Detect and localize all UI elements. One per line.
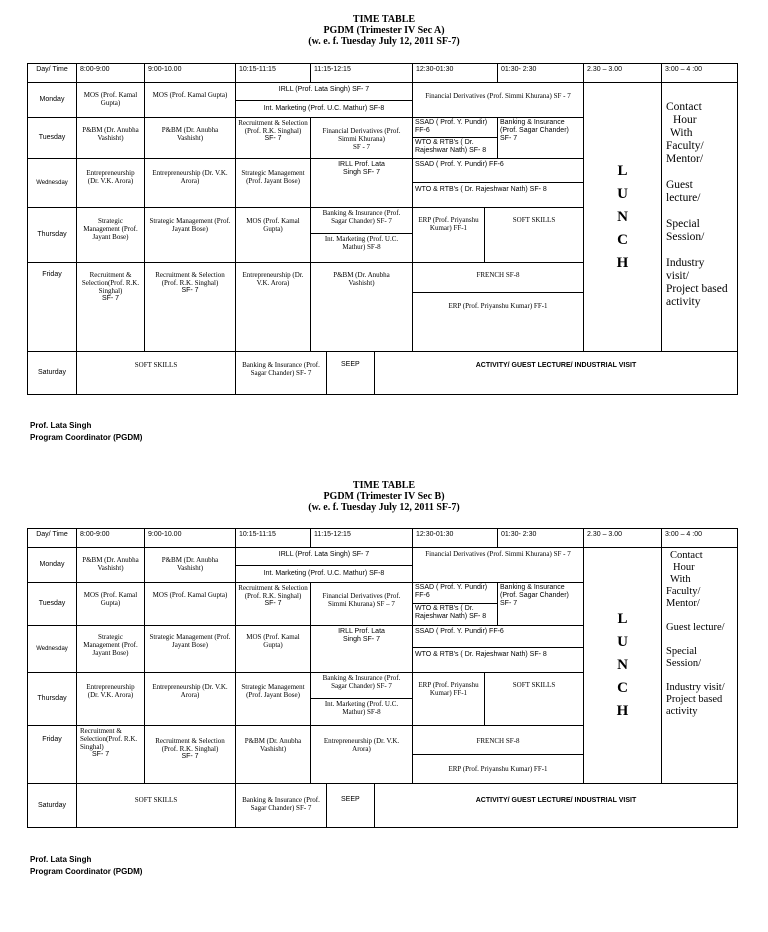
activity-line: [666, 670, 734, 682]
activity-line: Contact: [666, 101, 702, 113]
class-cell-thursday-6: SOFT SKILLS: [485, 208, 584, 263]
activity-line: Project based: [666, 694, 723, 705]
class-name: Recruitment & Selection (Prof. R.K. Singhal): [238, 119, 308, 135]
class-cell-saturday-3: Banking & Insurance (Prof. Sagar Chander) SF- 7: [236, 352, 327, 395]
activity-line: [666, 205, 734, 218]
class-name: Financial Derivatives (Prof. Simmi Khurana) SF – 7: [322, 592, 401, 608]
class-cell-monday-5-6: Financial Derivatives (Prof. Simmi Khurana) SF - 7: [413, 83, 584, 118]
class-cell-tuesday-5-a: SSAD ( Prof. Y. Pundir) FF-6: [413, 583, 498, 604]
activity-line: Special: [666, 646, 697, 657]
class-cell-saturday-4: SEEP: [327, 784, 375, 828]
timetable-section-a: [0, 14, 768, 47]
class-cell-thursday-1: Entrepreneurship (Dr. V.K. Arora): [77, 673, 145, 726]
class-cell-friday-2: [145, 726, 236, 784]
header-slot: 10:15-11:15: [236, 529, 311, 548]
signature-block-b: [30, 854, 142, 878]
header-slot: 2.30 – 3.00: [584, 529, 662, 548]
day-label-thursday: Thursday: [28, 673, 77, 726]
activity-line: Project based: [666, 283, 728, 295]
room-label: SF- 7: [264, 135, 282, 142]
activity-line: activity: [666, 296, 701, 308]
header-slot: 3:00 – 4 :00: [662, 529, 738, 548]
activity-line: Industry: [666, 257, 705, 269]
class-cell-monday-3-4-b: Int. Marketing (Prof. U.C. Mathur) SF-8: [236, 101, 413, 118]
activity-line: [666, 634, 734, 646]
day-label-tuesday: Tuesday: [28, 118, 77, 159]
header-slot: 8:00-9:00: [77, 64, 145, 83]
class-cell-friday-5-6-a: FRENCH SF-8: [413, 263, 584, 293]
class-cell-friday-3: P&BM (Dr. Anubha Vashisht): [236, 726, 311, 784]
header-slot: 3:00 – 4 :00: [662, 64, 738, 83]
class-cell-monday-2: MOS (Prof. Kamal Gupta): [145, 83, 236, 118]
class-cell-friday-3: Entrepreneurship (Dr. V.K. Arora): [236, 263, 311, 352]
header-slot: 12:30-01:30: [413, 529, 498, 548]
class-cell-tuesday-3: [236, 118, 311, 159]
activity-line: [666, 166, 734, 179]
class-cell-thursday-2: Strategic Management (Prof. Jayant Bose): [145, 208, 236, 263]
signature-block-a: [30, 420, 142, 444]
class-cell-thursday-6: SOFT SKILLS: [485, 673, 584, 726]
class-cell-wednesday-5-6-b: WTO & RTB's ( Dr. Rajeshwar Nath) SF- 8: [413, 183, 584, 208]
section-effective-date: (w. e. f. Tuesday July 12, 2011 SF-7): [308, 502, 460, 513]
class-cell-friday-5-6-b: ERP (Prof. Priyanshu Kumar) FF-1: [413, 755, 584, 784]
class-cell-thursday-4-a: Banking & Insurance (Prof. Sagar Chander) SF- 7: [311, 673, 413, 699]
class-cell-tuesday-2: P&BM (Dr. Anubha Vashisht): [145, 118, 236, 159]
lunch-letter: U: [617, 185, 628, 202]
class-name: Recruitment & Selection(Prof. R.K. Singhal): [80, 727, 138, 751]
day-label-monday: Monday: [28, 548, 77, 583]
class-cell-monday-5-6: Financial Derivatives (Prof. Simmi Khurana) SF - 7: [413, 548, 584, 583]
day-label-friday: Friday: [28, 726, 77, 784]
class-cell-thursday-4-a: Banking & Insurance (Prof. Sagar Chander) SF- 7: [311, 208, 413, 234]
activity-line: Faculty/: [666, 586, 701, 597]
room-label: SF - 7: [352, 143, 371, 151]
coordinator-name: Prof. Lata Singh: [30, 855, 92, 864]
class-cell-saturday-1-2: SOFT SKILLS: [77, 784, 236, 828]
activity-line: Guest lecture/: [666, 622, 725, 633]
class-cell-tuesday-1: P&BM (Dr. Anubha Vashisht): [77, 118, 145, 159]
section-title: TIME TABLE: [352, 14, 416, 25]
lunch-letter: N: [617, 208, 628, 225]
class-cell-saturday-rest: ACTIVITY/ GUEST LECTURE/ INDUSTRIAL VISIT: [375, 784, 738, 828]
class-cell-thursday-5: ERP (Prof. Priyanshu Kumar) FF-1: [413, 673, 485, 726]
header-slot: 2.30 – 3.00: [584, 64, 662, 83]
activity-line: Guest: [666, 179, 693, 191]
activity-line: Faculty/: [666, 140, 704, 152]
header-slot: 9:00-10.00: [145, 529, 236, 548]
class-cell-thursday-3: MOS (Prof. Kamal Gupta): [236, 208, 311, 263]
activity-line: With: [670, 127, 693, 139]
day-label-saturday: Saturday: [28, 784, 77, 828]
timetable-grid-b: [27, 528, 738, 828]
class-cell-tuesday-4: [311, 583, 413, 626]
class-cell-tuesday-3: [236, 583, 311, 626]
day-label-tuesday: Tuesday: [28, 583, 77, 626]
header-slot: 8:00-9:00: [77, 529, 145, 548]
class-cell-saturday-4: SEEP: [327, 352, 375, 395]
activity-line: Mentor/: [666, 598, 700, 609]
class-cell-wednesday-5-6-a: SSAD ( Prof. Y. Pundir) FF-6: [413, 626, 584, 648]
room-label: SF- 7: [264, 600, 282, 607]
header-slot: 01:30- 2:30: [498, 529, 584, 548]
class-cell-wednesday-1: Strategic Management (Prof. Jayant Bose): [77, 626, 145, 673]
class-cell-friday-4: Entrepreneurship (Dr. V.K. Arora): [311, 726, 413, 784]
class-cell-friday-5-6-b: ERP (Prof. Priyanshu Kumar) FF-1: [413, 293, 584, 352]
class-cell-tuesday-5-a: SSAD ( Prof. Y. Pundir) FF-6: [413, 118, 498, 138]
header-slot: 01:30- 2:30: [498, 64, 584, 83]
lunch-break-cell: [584, 548, 662, 784]
class-cell-monday-2: P&BM (Dr. Anubha Vashisht): [145, 548, 236, 583]
lunch-letter: L: [617, 611, 628, 627]
class-cell-thursday-2: Entrepreneurship (Dr. V.K. Arora): [145, 673, 236, 726]
lunch-letter: N: [617, 657, 628, 673]
class-cell-wednesday-5-6-b: WTO & RTB's ( Dr. Rajeshwar Nath) SF- 8: [413, 648, 584, 673]
activity-line: [666, 244, 734, 257]
class-cell-tuesday-2: MOS (Prof. Kamal Gupta): [145, 583, 236, 626]
timetable-section-b: [0, 480, 768, 513]
header-slot: 10:15-11:15: [236, 64, 311, 83]
header-slot: 11:15-12:15: [311, 64, 413, 83]
room-label: SF- 7: [181, 753, 199, 760]
class-cell-tuesday-6: Banking & Insurance (Prof. Sagar Chander) SF- 7: [498, 583, 584, 626]
class-cell-monday-3-4-b: Int. Marketing (Prof. U.C. Mathur) SF-8: [236, 566, 413, 583]
class-cell-saturday-3: Banking & Insurance (Prof. Sagar Chander) SF- 7: [236, 784, 327, 828]
class-name: Recruitment & Selection (Prof. R.K. Singhal): [155, 271, 225, 287]
activity-line: With: [670, 574, 691, 585]
activity-line: activity: [666, 706, 698, 717]
lunch-break-cell: [584, 83, 662, 352]
activity-line: Contact: [670, 550, 703, 561]
class-cell-friday-4: P&BM (Dr. Anubha Vashisht): [311, 263, 413, 352]
day-label-wednesday: Wednesday: [28, 159, 77, 208]
room-label: SF- 7: [181, 287, 199, 294]
room-label: SF- 7: [92, 751, 110, 758]
class-cell-monday-3-4-a: IRLL (Prof. Lata Singh) SF- 7: [236, 548, 413, 566]
header-day-time: Day/ Time: [28, 529, 77, 548]
lunch-letter: C: [617, 231, 628, 248]
class-cell-tuesday-6: Banking & Insurance (Prof. Sagar Chander) SF- 7: [498, 118, 584, 159]
class-cell-thursday-3: Strategic Management (Prof. Jayant Bose): [236, 673, 311, 726]
class-cell-thursday-5: ERP (Prof. Priyanshu Kumar) FF-1: [413, 208, 485, 263]
coordinator-role: Program Coordinator (PGDM): [30, 867, 143, 876]
activity-line: Special: [666, 218, 700, 230]
section-title: TIME TABLE: [352, 480, 416, 491]
class-cell-tuesday-5-b: WTO & RTB's ( Dr. Rajeshwar Nath) SF- 8: [413, 138, 498, 159]
room-label: SF- 7: [101, 295, 120, 302]
timetable-grid-a: [27, 63, 738, 395]
class-cell-monday-1: MOS (Prof. Kamal Gupta): [77, 83, 145, 118]
header-slot: 12:30-01:30: [413, 64, 498, 83]
class-cell-wednesday-4: IRLL Prof. Lata Singh SF- 7: [311, 159, 413, 208]
section-effective-date: (w. e. f. Tuesday July 12, 2011 SF-7): [308, 36, 460, 47]
class-cell-saturday-1-2: SOFT SKILLS: [77, 352, 236, 395]
lunch-letter: L: [617, 162, 628, 179]
lunch-letter: H: [616, 703, 629, 719]
class-name: Financial Derivatives (Prof. Simmi Khurana): [322, 127, 401, 143]
day-label-monday: Monday: [28, 83, 77, 118]
class-cell-thursday-1: Strategic Management (Prof. Jayant Bose): [77, 208, 145, 263]
class-cell-thursday-4-b: Int. Marketing (Prof. U.C. Mathur) SF-8: [311, 699, 413, 726]
header-slot: 11:15-12:15: [311, 529, 413, 548]
class-name: Recruitment & Selection (Prof. R.K. Singhal): [155, 737, 225, 753]
header-day-time: Day/ Time: [28, 64, 77, 83]
class-cell-wednesday-2: Strategic Management (Prof. Jayant Bose): [145, 626, 236, 673]
class-cell-wednesday-1: Entrepreneurship (Dr. V.K. Arora): [77, 159, 145, 208]
class-name: Recruitment & Selection (Prof. R.K. Singhal): [238, 584, 308, 600]
class-cell-wednesday-4: IRLL Prof. Lata Singh SF- 7: [311, 626, 413, 673]
activity-line: Industry visit/: [666, 682, 725, 693]
lunch-letter: H: [616, 254, 629, 271]
activity-line: lecture/: [666, 192, 701, 204]
header-slot: 9:00-10.00: [145, 64, 236, 83]
coordinator-role: Program Coordinator (PGDM): [30, 433, 143, 442]
activity-line: Hour: [673, 562, 695, 573]
activity-line: visit/: [666, 270, 690, 282]
lunch-letter: U: [617, 634, 628, 650]
section-subtitle: PGDM (Trimester IV Sec A): [323, 25, 445, 36]
activity-line: Session/: [666, 658, 702, 669]
activity-line: Mentor/: [666, 153, 704, 165]
class-cell-friday-5-6-a: FRENCH SF-8: [413, 726, 584, 755]
class-cell-friday-1: [77, 263, 145, 352]
class-cell-monday-3-4-a: IRLL (Prof. Lata Singh) SF- 7: [236, 83, 413, 101]
activity-line: Hour: [673, 114, 697, 126]
class-cell-wednesday-3: Strategic Management (Prof. Jayant Bose): [236, 159, 311, 208]
class-cell-friday-2: [145, 263, 236, 352]
class-cell-tuesday-1: MOS (Prof. Kamal Gupta): [77, 583, 145, 626]
class-cell-friday-1: [77, 726, 145, 784]
day-label-friday: Friday: [28, 263, 77, 352]
class-cell-tuesday-5-b: WTO & RTB's ( Dr. Rajeshwar Nath) SF- 8: [413, 604, 498, 626]
activity-cell: [662, 548, 738, 784]
activity-line: Session/: [666, 231, 705, 243]
day-label-wednesday: Wednesday: [28, 626, 77, 673]
lunch-letter: C: [617, 680, 628, 696]
class-cell-wednesday-3: MOS (Prof. Kamal Gupta): [236, 626, 311, 673]
class-cell-saturday-rest: ACTIVITY/ GUEST LECTURE/ INDUSTRIAL VISIT: [375, 352, 738, 395]
class-cell-monday-1: P&BM (Dr. Anubha Vashisht): [77, 548, 145, 583]
day-label-thursday: Thursday: [28, 208, 77, 263]
section-subtitle: PGDM (Trimester IV Sec B): [323, 491, 445, 502]
day-label-saturday: Saturday: [28, 352, 77, 395]
class-name: Recruitment & Selection(Prof. R.K. Singhal): [81, 271, 140, 295]
class-cell-wednesday-5-6-a: SSAD ( Prof. Y. Pundir) FF-6: [413, 159, 584, 183]
activity-line: [666, 610, 734, 622]
class-cell-thursday-4-b: Int. Marketing (Prof. U.C. Mathur) SF-8: [311, 234, 413, 263]
coordinator-name: Prof. Lata Singh: [30, 421, 92, 430]
class-cell-tuesday-4: [311, 118, 413, 159]
class-cell-wednesday-2: Entrepreneurship (Dr. V.K. Arora): [145, 159, 236, 208]
activity-cell: [662, 83, 738, 352]
